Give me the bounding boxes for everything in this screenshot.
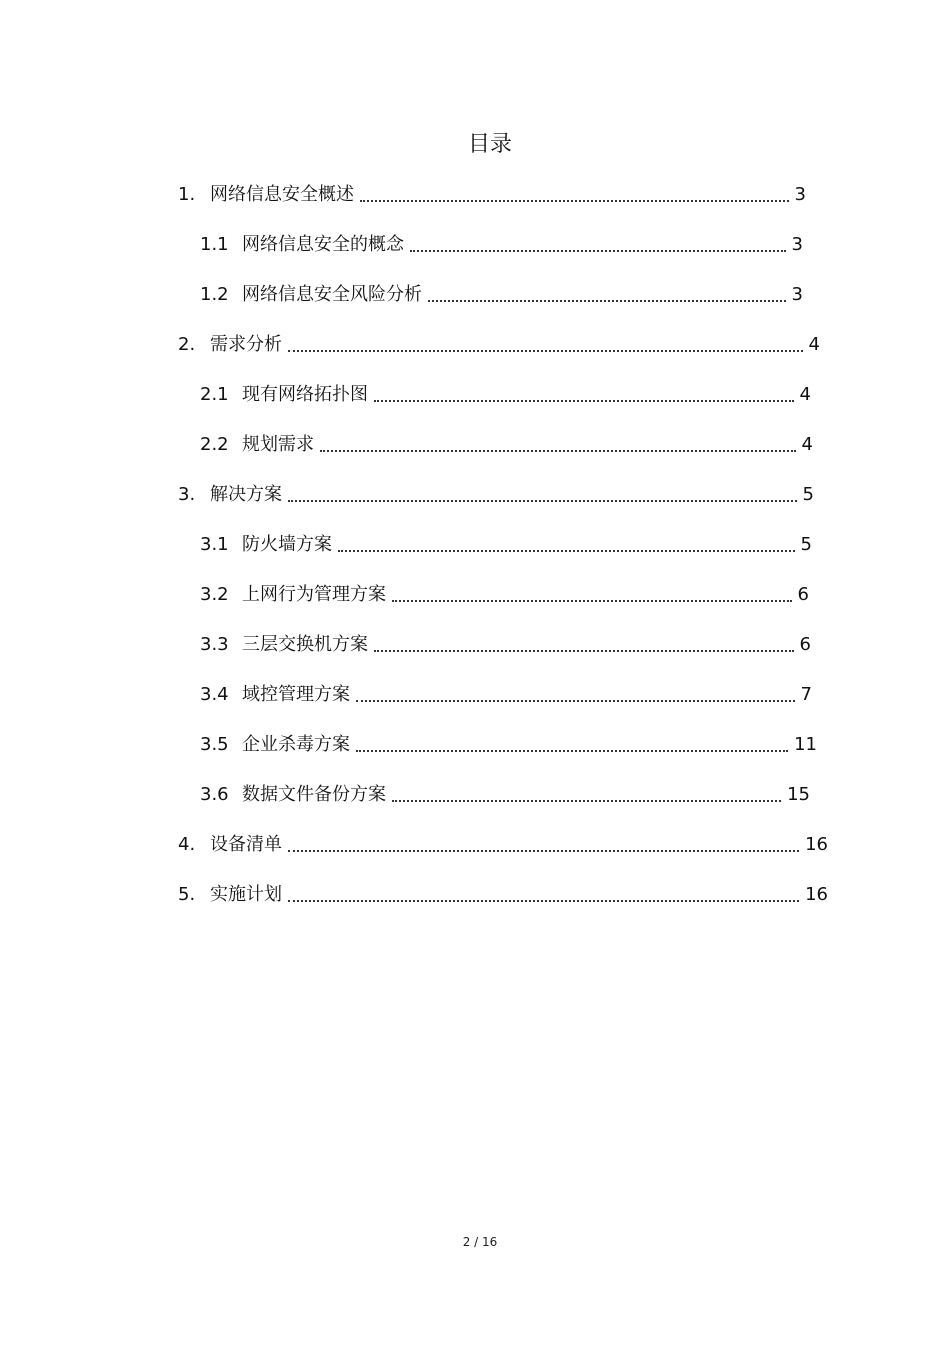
toc-entry-text: 规划需求 bbox=[242, 434, 314, 455]
toc-leader-dots bbox=[338, 550, 795, 552]
toc-entry-text: 防火墙方案 bbox=[242, 534, 332, 555]
toc-entry-page: 3 bbox=[791, 284, 803, 305]
toc-entry-number: 2. bbox=[178, 334, 196, 355]
toc-entry-number: 3. bbox=[178, 484, 196, 505]
toc-entry-page: 5 bbox=[802, 484, 814, 505]
toc-entry-page: 16 bbox=[805, 834, 828, 855]
toc-entry-text: 解决方案 bbox=[210, 484, 282, 505]
toc-entry[interactable] bbox=[200, 730, 817, 760]
toc-entry[interactable] bbox=[200, 230, 803, 260]
toc-entry-number: 1.1 bbox=[200, 234, 229, 255]
toc-leader-dots bbox=[392, 800, 781, 802]
toc-entry-text: 现有网络拓扑图 bbox=[242, 384, 368, 405]
toc-entry[interactable] bbox=[200, 430, 813, 460]
toc-entry[interactable] bbox=[178, 830, 828, 860]
toc-entry-text: 需求分析 bbox=[210, 334, 282, 355]
toc-entry[interactable] bbox=[178, 880, 828, 910]
toc-entry-text: 上网行为管理方案 bbox=[242, 584, 386, 605]
page-number-footer: 2 / 16 bbox=[462, 1235, 498, 1249]
toc-entry-number: 3.5 bbox=[200, 734, 229, 755]
toc-entry[interactable] bbox=[200, 580, 809, 610]
toc-leader-dots bbox=[410, 250, 786, 252]
toc-leader-dots bbox=[356, 750, 788, 752]
toc-leader-dots bbox=[288, 900, 799, 902]
toc-entry-page: 6 bbox=[799, 634, 811, 655]
toc-entry-page: 5 bbox=[800, 534, 812, 555]
toc-entry-page: 3 bbox=[791, 234, 803, 255]
toc-entry-text: 网络信息安全的概念 bbox=[242, 234, 404, 255]
toc-entry-number: 3.6 bbox=[200, 784, 229, 805]
toc-leader-dots bbox=[288, 350, 803, 352]
toc-leader-dots bbox=[392, 600, 792, 602]
toc-leader-dots bbox=[356, 700, 795, 702]
toc-entry-number: 2.2 bbox=[200, 434, 229, 455]
toc-leader-dots bbox=[288, 850, 799, 852]
toc-entry[interactable] bbox=[178, 480, 814, 510]
toc-entry-text: 网络信息安全风险分析 bbox=[242, 284, 422, 305]
toc-entry-number: 2.1 bbox=[200, 384, 229, 405]
toc-entry-text: 企业杀毒方案 bbox=[242, 734, 350, 755]
toc-entry[interactable] bbox=[200, 680, 812, 710]
toc-entry[interactable] bbox=[200, 280, 803, 310]
toc-entry-text: 数据文件备份方案 bbox=[242, 784, 386, 805]
toc-entry[interactable] bbox=[178, 330, 820, 360]
toc-entry-text: 设备清单 bbox=[210, 834, 282, 855]
toc-entry-page: 4 bbox=[801, 434, 813, 455]
toc-entry[interactable] bbox=[200, 530, 812, 560]
toc-entry-page: 11 bbox=[794, 734, 817, 755]
toc-entry-page: 16 bbox=[805, 884, 828, 905]
toc-leader-dots bbox=[360, 200, 789, 202]
toc-entry-number: 1.2 bbox=[200, 284, 229, 305]
toc-entry-page: 4 bbox=[808, 334, 820, 355]
toc-entry-number: 1. bbox=[178, 184, 196, 205]
toc-entry-number: 5. bbox=[178, 884, 196, 905]
toc-entry-number: 4. bbox=[178, 834, 196, 855]
toc-entry-number: 3.3 bbox=[200, 634, 229, 655]
toc-entry-number: 3.2 bbox=[200, 584, 229, 605]
toc-leader-dots bbox=[288, 500, 797, 502]
toc-entry[interactable] bbox=[200, 380, 811, 410]
toc-title: 目录 bbox=[467, 132, 512, 157]
toc-entry-page: 7 bbox=[800, 684, 812, 705]
toc-entry-number: 3.4 bbox=[200, 684, 229, 705]
toc-entry-page: 3 bbox=[794, 184, 806, 205]
toc-entry-page: 6 bbox=[797, 584, 809, 605]
toc-leader-dots bbox=[374, 400, 794, 402]
toc-leader-dots bbox=[428, 300, 786, 302]
toc-entry[interactable] bbox=[200, 630, 811, 660]
toc-leader-dots bbox=[320, 450, 796, 452]
toc-entry[interactable] bbox=[200, 780, 810, 810]
toc-entry-text: 域控管理方案 bbox=[242, 684, 350, 705]
toc-entry-text: 三层交换机方案 bbox=[242, 634, 368, 655]
toc-entry-page: 15 bbox=[787, 784, 810, 805]
toc-leader-dots bbox=[374, 650, 794, 652]
toc-entry[interactable] bbox=[178, 180, 806, 210]
toc-entry-text: 实施计划 bbox=[210, 884, 282, 905]
toc-entry-page: 4 bbox=[799, 384, 811, 405]
toc-entry-number: 3.1 bbox=[200, 534, 229, 555]
toc-entry-text: 网络信息安全概述 bbox=[210, 184, 354, 205]
